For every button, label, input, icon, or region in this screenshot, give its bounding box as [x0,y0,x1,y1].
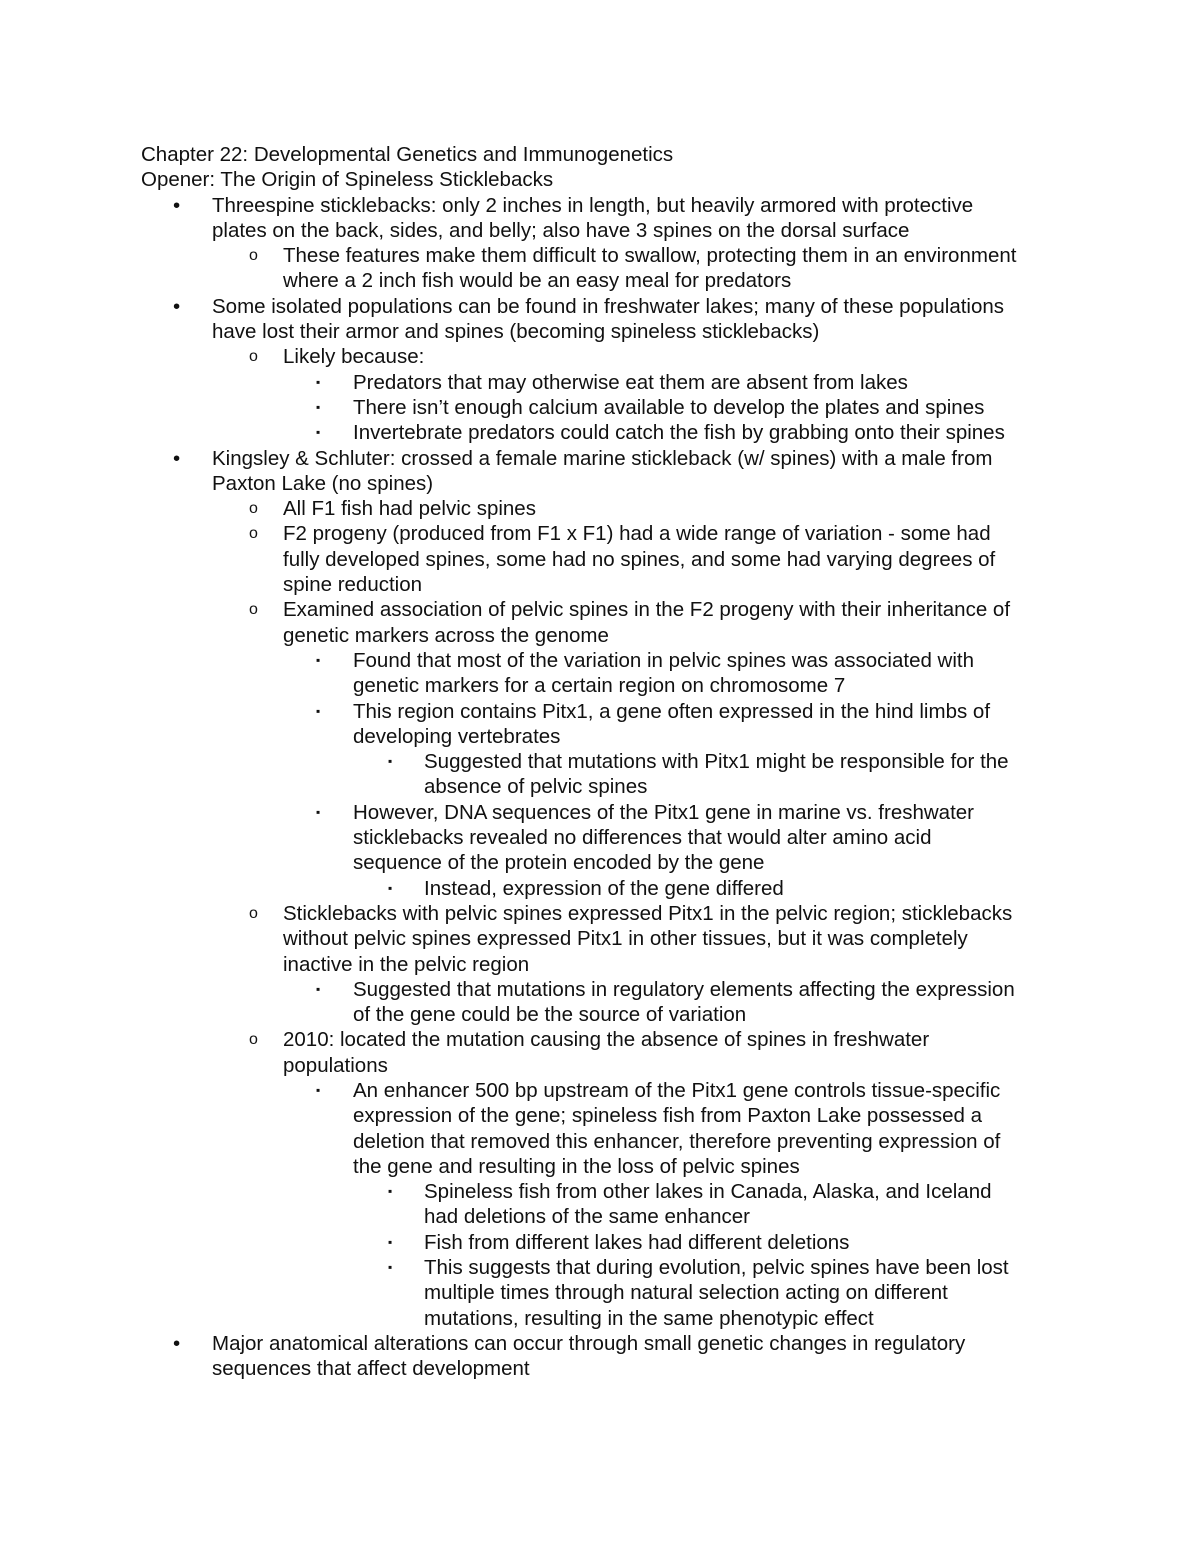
list-item [141,395,1071,420]
bullet-square: ▪ [388,754,393,769]
list-item-text: This region contains Pitx1, a gene often expressed in the hind limbs of developing vertebrates [353,699,991,748]
bullet-circle: o [249,500,258,518]
list-item-text: Instead, expression of the gene differed [424,876,784,900]
list-item-text: This suggests that during evolution, pelvic spines have been lost multiple times through natural selection acting on different mutations, resulting in the same phenotypic effect [424,1256,1009,1330]
list-item-text: F2 progeny (produced from F1 x F1) had a wide range of variation - some had fully developed spines, some had no spines, and some had varying degrees of spine reduction [283,522,996,597]
notes-content [141,142,1071,1382]
list-item [141,420,1071,445]
bullet-square: ▪ [388,1234,393,1249]
list-item [141,1078,1071,1179]
list-item [141,699,1071,750]
list-item [141,1331,1071,1382]
list-item [141,800,1071,876]
bullet-circle: o [249,247,258,265]
list-item [141,597,1071,648]
list-item [141,648,1071,699]
list-item-text: There isn’t enough calcium available to develop the plates and spines [353,395,985,419]
list-item [141,243,1071,294]
bullet-circle: o [249,348,258,366]
list-item [141,521,1071,597]
bullet-square: ▪ [388,1260,393,1275]
list-item-text: Some isolated populations can be found in freshwater lakes; many of these populations have lost their armor and spines (becoming spineless sticklebacks) [212,294,1005,344]
bullet-square: ▪ [316,981,321,996]
list-item-text: Examined association of pelvic spines in the F2 progeny with their inheritance of genetic markers across the genome [283,598,1011,647]
list-item [141,193,1071,244]
chapter-title: Chapter 22: Developmental Genetics and Immunogenetics [141,143,674,166]
list-item-text: Fish from different lakes had different deletions [424,1230,850,1254]
list-item [141,901,1071,977]
bullet-circle: o [249,1031,258,1049]
list-item [141,1027,1071,1078]
list-item [141,1255,1071,1331]
list-item [141,294,1071,345]
bullet-circle: o [249,601,258,619]
list-item [141,977,1071,1028]
bullet-square: ▪ [388,880,393,895]
bullet-square: ▪ [316,703,321,718]
list-item [141,749,1071,800]
list-item [141,370,1071,395]
bullet-square: ▪ [316,425,321,440]
list-item-text: Suggested that mutations with Pitx1 might be responsible for the absence of pelvic spines [424,750,1009,799]
bullet-dot: • [173,294,181,318]
list-item-text: Kingsley & Schluter: crossed a female marine stickleback (w/ spines) with a male from Paxton Lake (no spines) [212,446,993,495]
bullet-circle: o [249,904,258,922]
list-item-text: All F1 fish had pelvic spines [283,497,536,521]
bullet-square: ▪ [316,1082,321,1097]
list-item-text: Spineless fish from other lakes in Canada, Alaska, and Iceland had deletions of the same enhancer [424,1180,992,1229]
bullet-circle: o [249,525,258,543]
list-item [141,446,1071,497]
list-item [141,344,1071,369]
list-item-text: These features make them difficult to swallow, protecting them in an environment where a 2 inch fish would be an easy meal for predators [283,244,1017,293]
bullet-square: ▪ [316,804,321,819]
opener-heading: Opener: The Origin of Spineless Sticklebacks [141,168,554,192]
bullet-dot: • [173,446,181,470]
bullet-dot: • [173,193,181,217]
list-item-text: Predators that may otherwise eat them are absent from lakes [353,370,908,394]
list-item-text: Likely because: [283,345,425,369]
list-item-text: Suggested that mutations in regulatory elements affecting the expression of the gene could be the source of variation [353,977,1015,1027]
list-item-text: 2010: located the mutation causing the absence of spines in freshwater populations [283,1028,930,1077]
list-item [141,1179,1071,1230]
bullet-square: ▪ [316,399,321,414]
bullet-dot: • [173,1331,181,1355]
list-item [141,876,1071,901]
list-item-text: Threespine sticklebacks: only 2 inches in length, but heavily armored with protective plates on the back, sides, and belly; also have 3 spines on the dorsal surface [212,193,974,242]
list-item-text: However, DNA sequences of the Pitx1 gene in marine vs. freshwater sticklebacks revealed no differences that would alter amino acid sequence of the protein encoded by the gene [353,800,975,875]
list-item-text: Found that most of the variation in pelvic spines was associated with genetic markers for a certain region on chromosome 7 [353,648,975,698]
bullet-square: ▪ [316,652,321,667]
list-item-text: Major anatomical alterations can occur through small genetic changes in regulatory sequences that affect development [212,1331,966,1381]
list-item [141,1230,1071,1255]
list-item-text: An enhancer 500 bp upstream of the Pitx1 gene controls tissue-specific expression of the gene; spineless fish from Paxton Lake possessed a deletion that removed this enhancer, therefore preventing expression of the gene and resulting in the loss of pelvic spines [353,1078,1001,1178]
bullet-square: ▪ [316,374,321,389]
list-item-text: Sticklebacks with pelvic spines expressed Pitx1 in the pelvic region; sticklebacks without pelvic spines expressed Pitx1 in other tissues, but it was completely inactive in the pelvic region [283,901,1013,976]
list-item [141,496,1071,521]
list-item-text: Invertebrate predators could catch the fish by grabbing onto their spines [353,421,1005,445]
bullet-square: ▪ [388,1184,393,1199]
